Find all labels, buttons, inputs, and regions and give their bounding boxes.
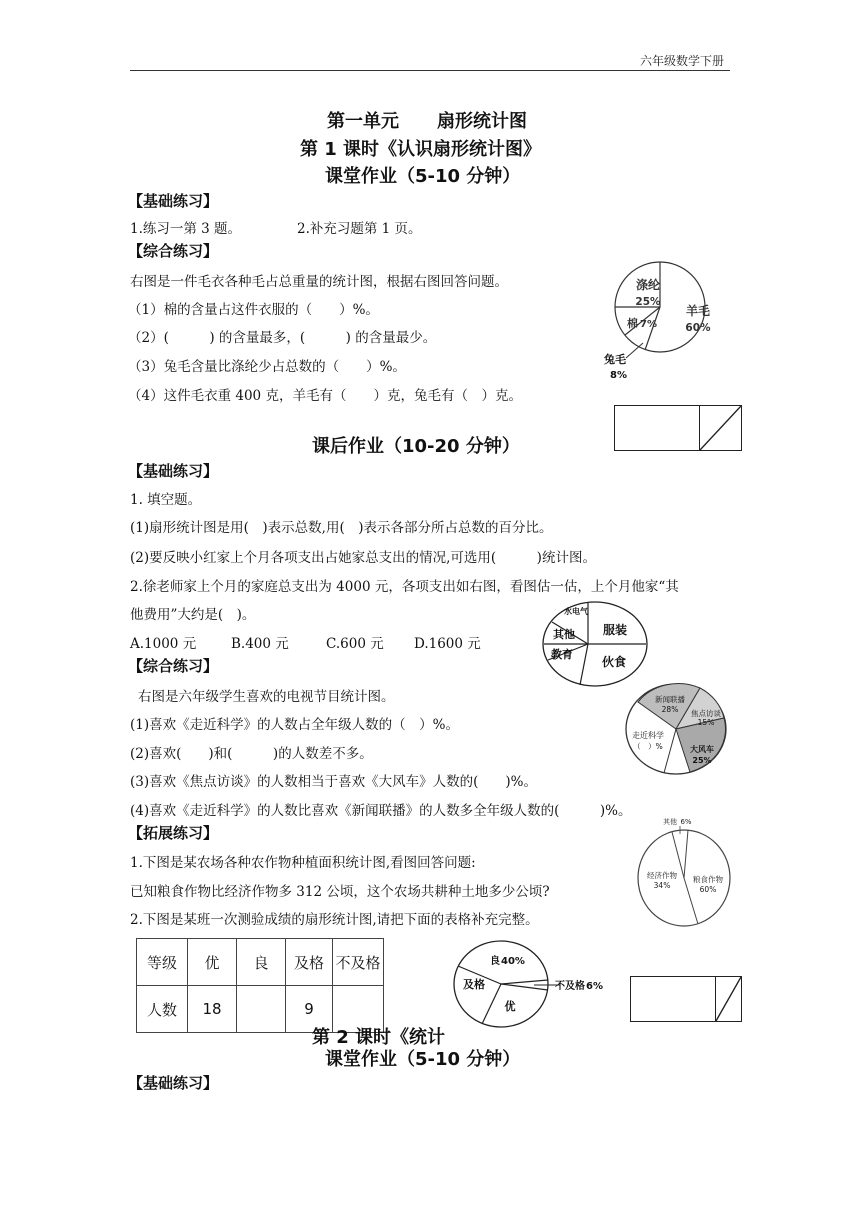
expense-label-education: 教育 bbox=[551, 648, 573, 661]
tv-value-news: 28% bbox=[661, 705, 679, 714]
choice-c: C.600 元 bbox=[326, 636, 384, 652]
expense-label-food: 伙食 bbox=[601, 655, 627, 669]
grade-question: 2.下图是某班一次测验成绩的扇形统计图,请把下面的表格补充完整。 bbox=[130, 912, 539, 928]
grade-pie-chart bbox=[448, 938, 618, 1030]
grade-cell bbox=[237, 986, 286, 1033]
sweater-leader-line bbox=[626, 343, 643, 358]
tv-q4: (4)喜欢《走近科学》的人数比喜欢《新闻联播》的人数多全年级人数的( )%。 bbox=[130, 803, 632, 819]
score-box-slash bbox=[716, 977, 741, 1021]
grade-header: 不及格 bbox=[333, 939, 384, 986]
grade-table bbox=[136, 938, 384, 1033]
farm-question: 1.下图是某农场各种农作物种植面积统计图,看图回答问题: bbox=[130, 855, 476, 871]
tv-intro: 右图是六年级学生喜欢的电视节目统计图。 bbox=[138, 689, 395, 705]
grade-cell: 18 bbox=[188, 986, 237, 1033]
expense-label-other: 其他 bbox=[553, 628, 575, 641]
tv-q3: (3)喜欢《焦点访谈》的人数相当于喜欢《大风车》人数的( )%。 bbox=[130, 774, 537, 790]
grade-value-good: 40% bbox=[501, 956, 525, 967]
section-comprehensive: 【综合练习】 bbox=[128, 657, 219, 675]
tv-label-windmill: 大风车 bbox=[690, 745, 714, 754]
score-box bbox=[630, 976, 742, 1022]
choice-d: D.1600 元 bbox=[414, 636, 481, 652]
sweater-q3: （3）兔毛含量比涤纶少占总数的（ ）%。 bbox=[128, 359, 406, 375]
grade-label-fail: 不及格 bbox=[555, 981, 585, 992]
unit-title: 第一单元 bbox=[327, 111, 399, 132]
sweater-q2: （2）( ) 的含量最多，( ) 的含量最少。 bbox=[128, 330, 437, 346]
grade-label-good: 良 bbox=[490, 956, 500, 967]
homework-title: 课后作业（10-20 分钟） bbox=[312, 436, 520, 457]
farm-label-other: 其他 bbox=[663, 818, 677, 826]
tv-value-windmill: 25% bbox=[692, 756, 712, 765]
tv-value-focus: 15% bbox=[697, 718, 715, 727]
section-basic: 【基础练习】 bbox=[128, 1074, 219, 1092]
sweater-q1: （1）棉的含量占这件衣服的（ ）%。 bbox=[128, 302, 379, 318]
sweater-label-polyester: 涤纶 bbox=[635, 278, 661, 292]
choice-a: A.1000 元 bbox=[130, 636, 197, 652]
grade-row-label: 人数 bbox=[137, 986, 188, 1033]
score-box-slash bbox=[700, 406, 741, 450]
farm-value-grain: 60% bbox=[699, 885, 717, 894]
score-box bbox=[614, 405, 742, 451]
grade-label-excellent: 优 bbox=[504, 1000, 516, 1013]
expense-q-line1: 2.徐老师家上个月的家庭总支出为 4000 元，各项支出如右图，看图估一估，上个月他家“其 bbox=[130, 579, 679, 595]
grade-table-header-row bbox=[137, 939, 384, 986]
grade-header: 等级 bbox=[137, 939, 188, 986]
choice-b: B.400 元 bbox=[231, 636, 289, 652]
classwork2-title: 课堂作业（5-10 分钟） bbox=[325, 1049, 521, 1070]
farm-value-other: 6% bbox=[680, 818, 692, 826]
farm-value-cash-crops: 34% bbox=[653, 881, 671, 890]
grade-label-pass: 及格 bbox=[463, 978, 485, 991]
farm-label-cash-crops: 经济作物 bbox=[647, 871, 677, 880]
fill-blank-title: 1. 填空题。 bbox=[130, 492, 202, 508]
section-basic: 【基础练习】 bbox=[128, 462, 219, 480]
farm-question-2: 已知粮食作物比经济作物多 312 公顷，这个农场共耕种土地多少公顷? bbox=[130, 884, 550, 900]
basic-line-2: 2.补充习题第 1 页。 bbox=[297, 221, 422, 237]
grade-header: 优 bbox=[188, 939, 237, 986]
tv-label-science: 走近科学 bbox=[632, 731, 664, 740]
book-header: 六年级数学下册 bbox=[640, 54, 725, 68]
sweater-value-cotton: 7% bbox=[640, 319, 657, 330]
expense-q-line2: 他费用”大约是( )。 bbox=[130, 607, 256, 623]
sweater-value-polyester: 25% bbox=[635, 296, 661, 308]
section-comprehensive: 【综合练习】 bbox=[128, 242, 219, 260]
tv-q1: (1)喜欢《走近科学》的人数占全年级人数的（ ）%。 bbox=[130, 717, 459, 733]
unit-name-title: 扇形统计图 bbox=[437, 111, 527, 132]
sweater-label-cotton: 棉 bbox=[627, 317, 638, 330]
header-rule bbox=[130, 70, 730, 71]
sweater-label-wool: 羊毛 bbox=[685, 304, 711, 318]
grade-header: 良 bbox=[237, 939, 286, 986]
expense-label-clothing: 服装 bbox=[602, 623, 628, 637]
farm-label-grain: 粮食作物 bbox=[693, 875, 723, 884]
section-basic: 【基础练习】 bbox=[128, 192, 219, 210]
fill-blank-q1: (1)扇形统计图是用( )表示总数,用( )表示各部分所占总数的百分比。 bbox=[130, 520, 553, 536]
sweater-q4: （4）这件毛衣重 400 克，羊毛有（ ）克，兔毛有（ ）克。 bbox=[128, 388, 522, 404]
sweater-pie-chart bbox=[600, 255, 720, 385]
fill-blank-q2: (2)要反映小红家上个月各项支出占她家总支出的情况,可选用( )统计图。 bbox=[130, 550, 596, 566]
lesson2-title: 第 2 课时《统计 bbox=[312, 1027, 446, 1048]
farm-pie-chart bbox=[632, 812, 744, 930]
classwork-title: 课堂作业（5-10 分钟） bbox=[325, 166, 521, 187]
section-extension: 【拓展练习】 bbox=[128, 824, 219, 842]
expense-pie-chart bbox=[540, 598, 650, 690]
sweater-value-rabbit: 8% bbox=[610, 370, 627, 381]
grade-header: 及格 bbox=[286, 939, 333, 986]
sweater-label-rabbit: 兔毛 bbox=[604, 353, 626, 366]
grade-cell: 9 bbox=[286, 986, 333, 1033]
tv-value-science: （ ）% bbox=[633, 742, 663, 751]
tv-label-focus: 焦点访谈 bbox=[691, 709, 721, 718]
tv-label-news: 新闻联播 bbox=[655, 695, 685, 704]
tv-pie-chart bbox=[620, 680, 732, 778]
grade-value-fail: 6% bbox=[586, 981, 603, 992]
basic-line-1: 1.练习一第 3 题。 bbox=[130, 221, 242, 237]
sweater-value-wool: 60% bbox=[685, 322, 711, 334]
lesson1-title: 第 1 课时《认识扇形统计图》 bbox=[300, 139, 542, 160]
expense-label-utilities: 水电气 bbox=[564, 607, 588, 616]
tv-q2: (2)喜欢( )和( )的人数差不多。 bbox=[130, 746, 373, 762]
sweater-intro: 右图是一件毛衣各种毛占总重量的统计图，根据右图回答问题。 bbox=[130, 274, 508, 290]
